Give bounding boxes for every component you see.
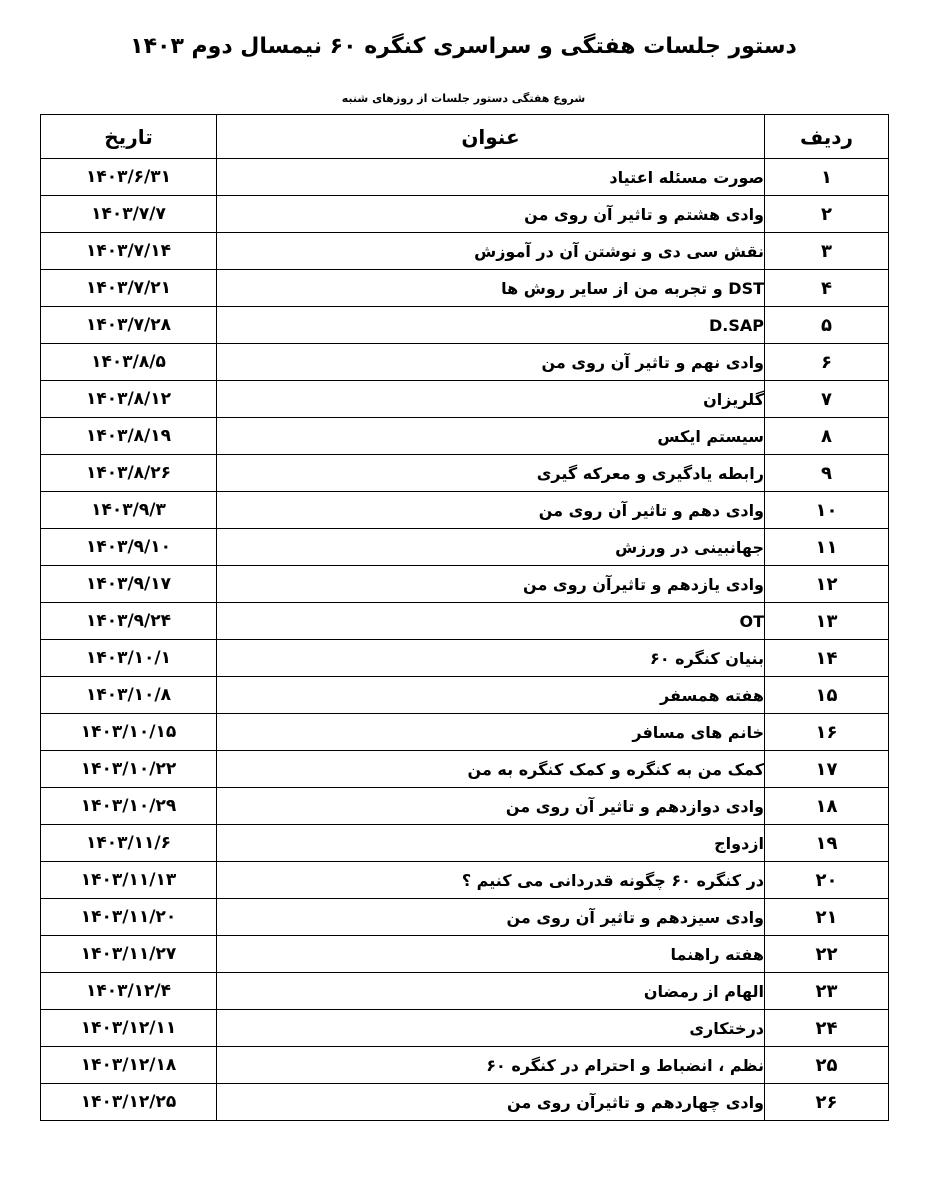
session-date: ۱۴۰۳/۱۰/۱ (41, 640, 217, 677)
session-title: در کنگره ۶۰ چگونه قدردانی می کنیم ؟ (217, 862, 765, 899)
session-title: نظم ، انضباط و احترام در کنگره ۶۰ (217, 1047, 765, 1084)
row-number: ۱۵ (765, 677, 889, 714)
session-date: ۱۴۰۳/۹/۱۰ (41, 529, 217, 566)
table-row (41, 344, 889, 381)
session-title: هفته راهنما (217, 936, 765, 973)
row-number: ۲ (765, 196, 889, 233)
table-row (41, 529, 889, 566)
session-title: هفته همسفر (217, 677, 765, 714)
row-number: ۱۷ (765, 751, 889, 788)
session-title: نقش سی دی و نوشتن آن در آموزش (217, 233, 765, 270)
table-row (41, 640, 889, 677)
row-number: ۲۳ (765, 973, 889, 1010)
session-date: ۱۴۰۳/۱۲/۱۸ (41, 1047, 217, 1084)
session-date: ۱۴۰۳/۱۰/۲۲ (41, 751, 217, 788)
table-row (41, 455, 889, 492)
table-row (41, 825, 889, 862)
document-title: دستور جلسات هفتگی و سراسری کنگره ۶۰ نیمسال دوم ۱۴۰۳ (130, 34, 797, 59)
header-title: عنوان (217, 115, 765, 159)
table-row (41, 603, 889, 640)
table-row (41, 1084, 889, 1121)
row-number: ۷ (765, 381, 889, 418)
session-date: ۱۴۰۳/۱۲/۱۱ (41, 1010, 217, 1047)
session-title: گلریزان (217, 381, 765, 418)
row-number: ۱۴ (765, 640, 889, 677)
session-date: ۱۴۰۳/۶/۳۱ (41, 159, 217, 196)
session-title: وادی چهاردهم و تاثیرآن روی من (217, 1084, 765, 1121)
session-date: ۱۴۰۳/۸/۵ (41, 344, 217, 381)
session-date: ۱۴۰۳/۱۰/۸ (41, 677, 217, 714)
row-number: ۱۲ (765, 566, 889, 603)
table-row (41, 714, 889, 751)
row-number: ۲۰ (765, 862, 889, 899)
session-title: وادی نهم و تاثیر آن روی من (217, 344, 765, 381)
session-date: ۱۴۰۳/۸/۲۶ (41, 455, 217, 492)
session-date: ۱۴۰۳/۱۰/۲۹ (41, 788, 217, 825)
session-title: وادی سیزدهم و تاثیر آن روی من (217, 899, 765, 936)
table-row (41, 936, 889, 973)
session-date: ۱۴۰۳/۸/۱۲ (41, 381, 217, 418)
row-number: ۱۶ (765, 714, 889, 751)
row-number: ۱۸ (765, 788, 889, 825)
row-number: ۳ (765, 233, 889, 270)
row-number: ۵ (765, 307, 889, 344)
row-number: ۱۳ (765, 603, 889, 640)
row-number: ۱ (765, 159, 889, 196)
table-row (41, 418, 889, 455)
session-date: ۱۴۰۳/۷/۲۸ (41, 307, 217, 344)
schedule-body (41, 159, 889, 1121)
table-row (41, 1047, 889, 1084)
table-row (41, 899, 889, 936)
table-row (41, 751, 889, 788)
row-number: ۲۱ (765, 899, 889, 936)
session-date: ۱۴۰۳/۱۱/۲۰ (41, 899, 217, 936)
table-row (41, 566, 889, 603)
table-row (41, 159, 889, 196)
table-row (41, 196, 889, 233)
table-row (41, 1010, 889, 1047)
row-number: ۲۲ (765, 936, 889, 973)
session-title: وادی دهم و تاثیر آن روی من (217, 492, 765, 529)
document-subtitle: شروع هفتگی دستور جلسات از روزهای شنبه (341, 92, 586, 105)
header-row-number: ردیف (765, 115, 889, 159)
table-row (41, 677, 889, 714)
session-title: ازدواج (217, 825, 765, 862)
session-title: سیستم ایکس (217, 418, 765, 455)
session-title: الهام از رمضان (217, 973, 765, 1010)
session-date: ۱۴۰۳/۱۱/۲۷ (41, 936, 217, 973)
session-date: ۱۴۰۳/۱۰/۱۵ (41, 714, 217, 751)
session-date: ۱۴۰۳/۹/۲۴ (41, 603, 217, 640)
session-title: جهانبینی در ورزش (217, 529, 765, 566)
row-number: ۶ (765, 344, 889, 381)
session-date: ۱۴۰۳/۱۱/۱۳ (41, 862, 217, 899)
row-number: ۱۹ (765, 825, 889, 862)
session-title: صورت مسئله اعتیاد (217, 159, 765, 196)
row-number: ۲۶ (765, 1084, 889, 1121)
session-date: ۱۴۰۳/۱۲/۴ (41, 973, 217, 1010)
session-title: رابطه یادگیری و معرکه گیری (217, 455, 765, 492)
session-title: DST و تجربه من از سایر روش ها (217, 270, 765, 307)
table-header-row (41, 115, 889, 159)
session-date: ۱۴۰۳/۱۱/۶ (41, 825, 217, 862)
session-title: خانم های مسافر (217, 714, 765, 751)
table-row (41, 862, 889, 899)
session-title: درختکاری (217, 1010, 765, 1047)
row-number: ۲۴ (765, 1010, 889, 1047)
session-title: وادی هشتم و تاثیر آن روی من (217, 196, 765, 233)
session-title: بنیان کنگره ۶۰ (217, 640, 765, 677)
row-number: ۲۵ (765, 1047, 889, 1084)
session-date: ۱۴۰۳/۸/۱۹ (41, 418, 217, 455)
schedule-table (40, 114, 889, 1121)
session-date: ۱۴۰۳/۱۲/۲۵ (41, 1084, 217, 1121)
header-date: تاریخ (41, 115, 217, 159)
table-row (41, 233, 889, 270)
table-row (41, 270, 889, 307)
row-number: ۹ (765, 455, 889, 492)
table-row (41, 307, 889, 344)
row-number: ۴ (765, 270, 889, 307)
table-row (41, 788, 889, 825)
session-title: OT (217, 603, 765, 640)
table-row (41, 381, 889, 418)
session-date: ۱۴۰۳/۷/۷ (41, 196, 217, 233)
table-row (41, 492, 889, 529)
session-date: ۱۴۰۳/۷/۱۴ (41, 233, 217, 270)
session-date: ۱۴۰۳/۹/۱۷ (41, 566, 217, 603)
row-number: ۱۰ (765, 492, 889, 529)
session-date: ۱۴۰۳/۹/۳ (41, 492, 217, 529)
row-number: ۱۱ (765, 529, 889, 566)
table-row (41, 973, 889, 1010)
row-number: ۸ (765, 418, 889, 455)
session-date: ۱۴۰۳/۷/۲۱ (41, 270, 217, 307)
session-title: D.SAP (217, 307, 765, 344)
session-title: وادی دوازدهم و تاثیر آن روی من (217, 788, 765, 825)
session-title: کمک من به کنگره و کمک کنگره به من (217, 751, 765, 788)
session-title: وادی یازدهم و تاثیرآن روی من (217, 566, 765, 603)
